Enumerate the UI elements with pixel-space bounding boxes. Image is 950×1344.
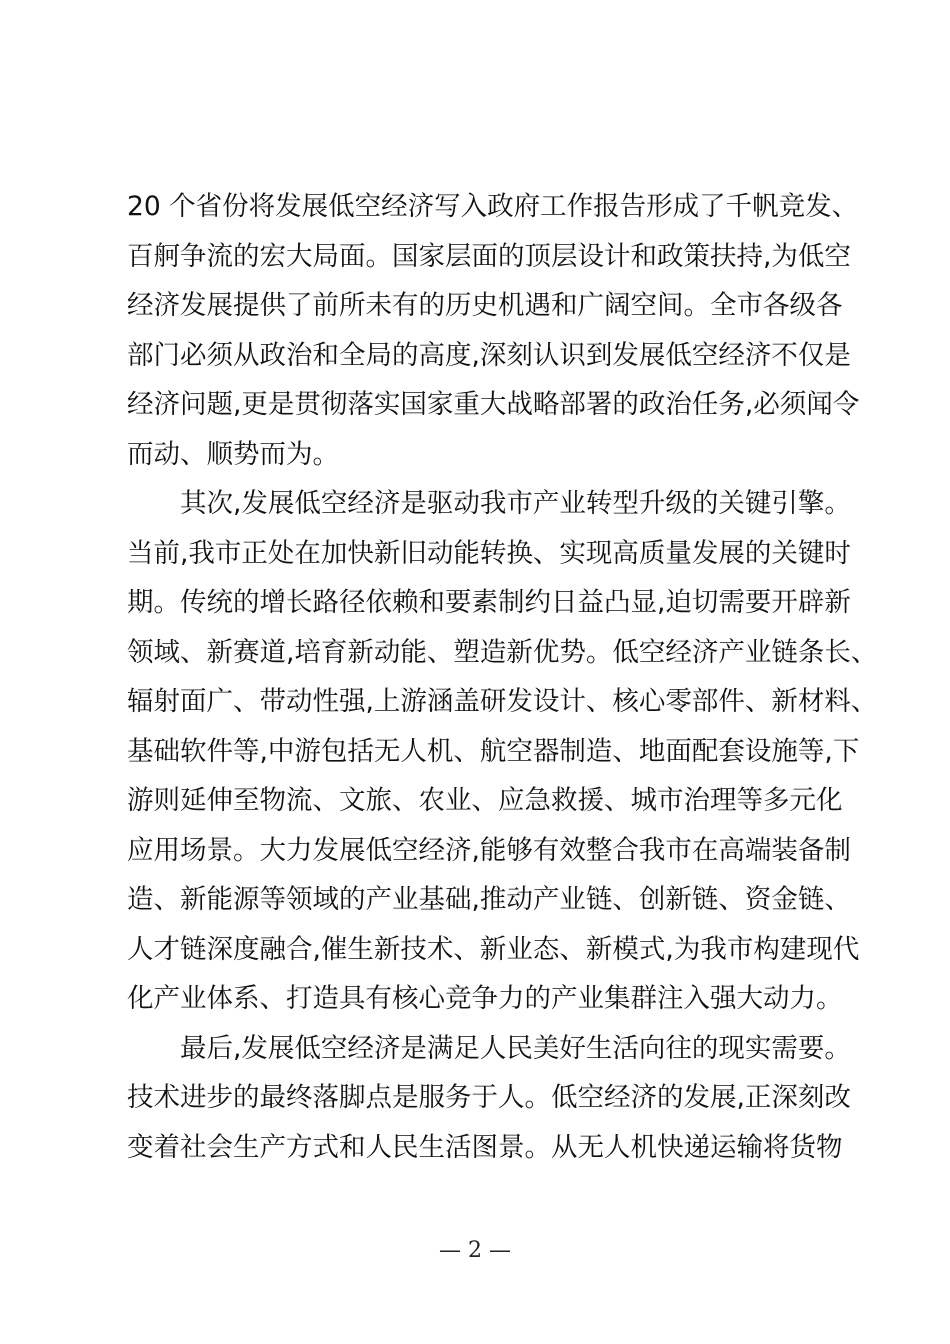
body-text	[127, 182, 878, 1172]
text-line: 应用场景。大力发展低空经济,能够有效整合我市在高端装备制	[127, 834, 851, 866]
text-line: 百舸争流的宏大局面。国家层面的顶层设计和政策扶持,为低空	[127, 240, 851, 272]
text-line: 经济发展提供了前所未有的历史机遇和广阔空间。全市各级各	[127, 290, 843, 321]
text-line: 领域、新赛道,培育新动能、塑造新优势。低空经济产业链条长、	[127, 636, 878, 668]
text-line: 基础软件等,中游包括无人机、航空器制造、地面配套设施等,下	[127, 735, 860, 767]
text-line: 而动、顺势而为。	[127, 438, 339, 470]
text-line: 技术进步的最终落脚点是服务于人。低空经济的发展,正深刻改	[127, 1082, 851, 1113]
text-line: 其次,发展低空经济是驱动我市产业转型升级的关键引擎。	[180, 488, 851, 519]
text-line: 20 个省份将发展低空经济写入政府工作报告形成了千帆竞发、	[127, 191, 859, 222]
text-line: 部门必须从政治和全局的高度,深刻认识到发展低空经济不仅是	[127, 339, 851, 371]
text-line: 当前,我市正处在加快新旧动能转换、实现高质量发展的关键时	[127, 537, 851, 569]
text-line: 造、新能源等领域的产业基础,推动产业链、创新链、资金链、	[127, 884, 851, 915]
text-line: 化产业体系、打造具有核心竞争力的产业集群注入强大动力。	[127, 983, 843, 1014]
page-number: — 2 —	[439, 1238, 511, 1263]
text-line: 经济问题,更是贯彻落实国家重大战略部署的政治任务,必须闻令	[127, 389, 860, 420]
text-line: 人才链深度融合,催生新技术、新业态、新模式,为我市构建现代	[127, 933, 860, 965]
text-line: 最后,发展低空经济是满足人民美好生活向往的现实需要。	[180, 1032, 851, 1064]
text-line: 辐射面广、带动性强,上游涵盖研发设计、核心零部件、新材料、	[127, 686, 878, 717]
text-line: 期。传统的增长路径依赖和要素制约日益凸显,迫切需要开辟新	[127, 587, 851, 618]
text-line: 变着社会生产方式和人民生活图景。从无人机快递运输将货物	[127, 1131, 843, 1163]
text-line: 游则延伸至物流、文旅、农业、应急救援、城市治理等多元化	[127, 785, 843, 816]
